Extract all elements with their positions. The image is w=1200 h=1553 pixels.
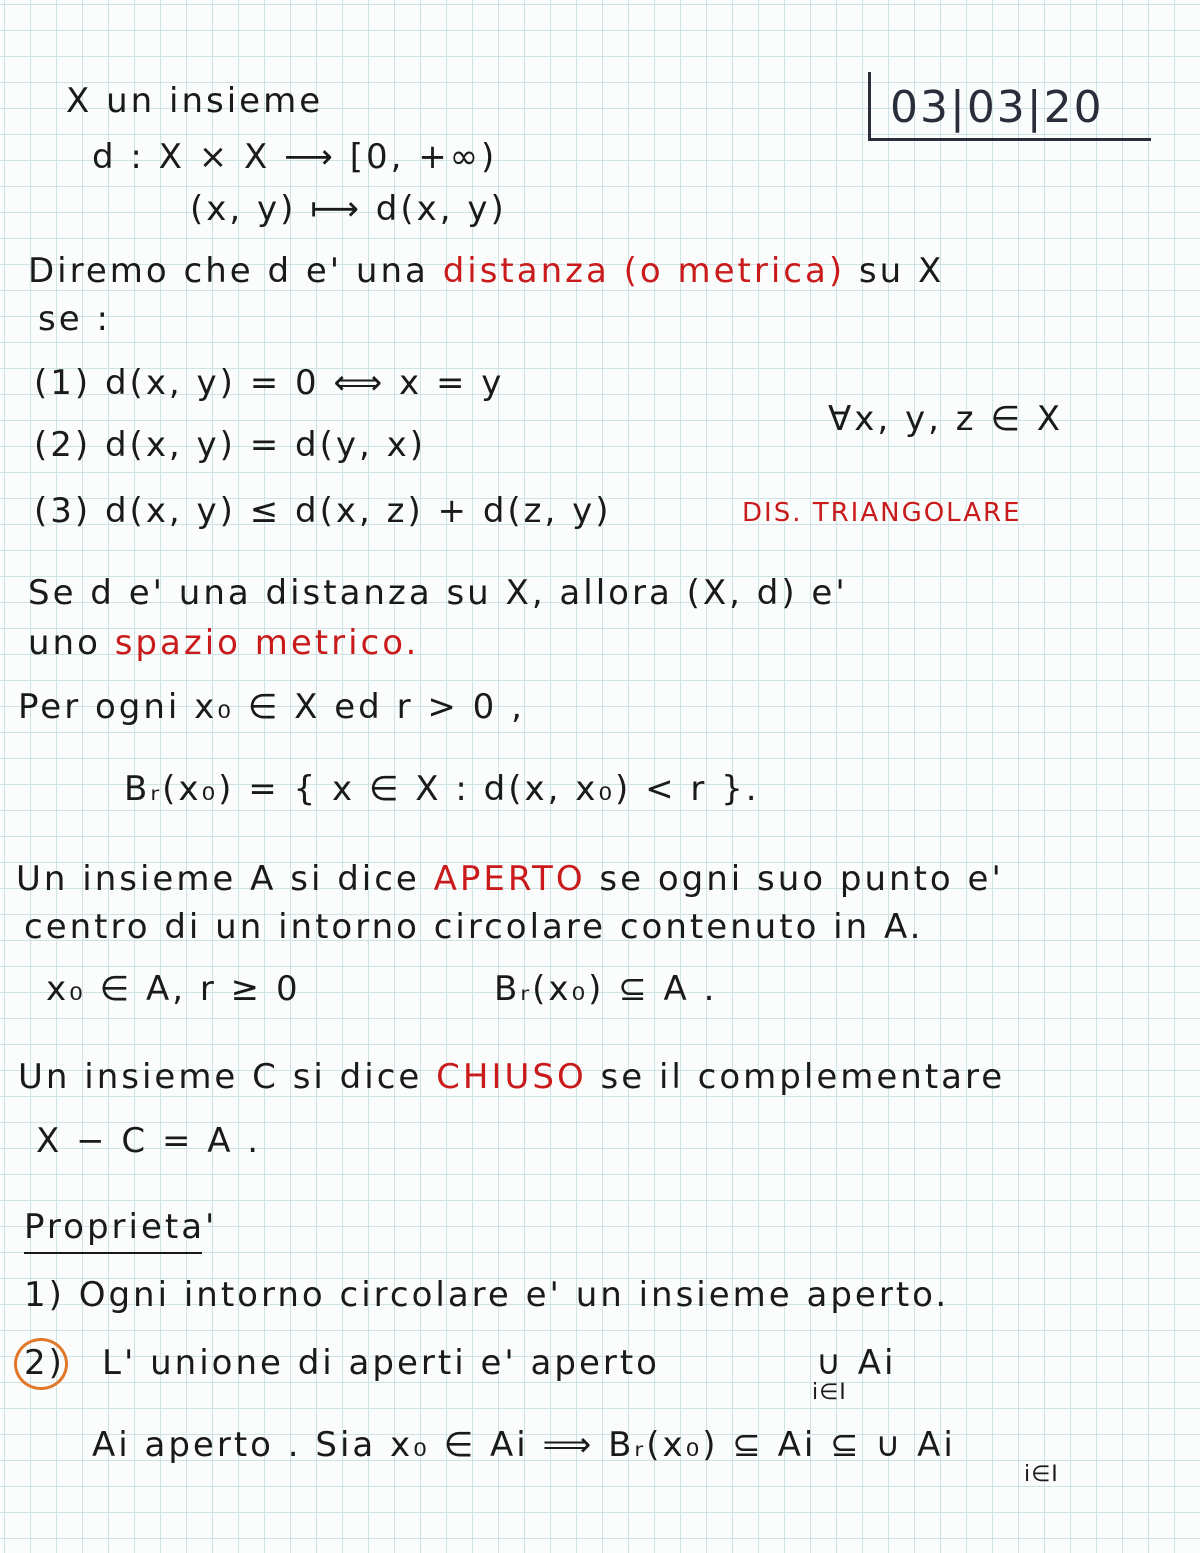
property-union: L' unione di aperti e' aperto <box>102 1343 660 1383</box>
line-open-def-2: centro di un intorno circolare contenuto in A. <box>24 907 924 947</box>
union-symbol: ∪ Ai <box>816 1343 897 1383</box>
closed-term: CHIUSO <box>436 1057 587 1097</box>
complement-equation: X − C = A . <box>36 1121 262 1161</box>
line-metric-space-term <box>28 623 420 663</box>
property-1: (1) d(x, y) = 0 ⟺ x = y <box>34 363 505 403</box>
line-closed-def <box>18 1057 1006 1097</box>
open-condition-left: x₀ ∈ A, r ≥ 0 <box>46 969 301 1009</box>
union-index: i∈I <box>812 1380 847 1405</box>
distance-term: distanza (o metrica) <box>442 251 846 291</box>
line-for-every: Per ogni x₀ ∈ X ed r > 0 , <box>18 687 525 727</box>
distance-on-set: su X <box>858 251 945 291</box>
open-term: APERTO <box>433 859 586 899</box>
date-label: 03|03|20 <box>890 82 1104 133</box>
property-2: (2) d(x, y) = d(y, x) <box>34 425 427 465</box>
open-condition-right: Bᵣ(x₀) ⊆ A . <box>494 969 718 1009</box>
property-2-number: 2) <box>24 1343 65 1383</box>
line-open-def <box>16 859 1004 899</box>
properties-underline <box>24 1252 202 1254</box>
proof-line: Ai aperto . Sia x₀ ∈ Ai ⟹ Bᵣ(x₀) ⊆ Ai ⊆ ∪ Ai <box>92 1425 956 1465</box>
ball-definition: Bᵣ(x₀) = { x ∈ X : d(x, x₀) < r }. <box>124 769 760 809</box>
quantifier: ∀x, y, z ∈ X <box>828 399 1064 439</box>
line-map-rule: (x, y) ⟼ d(x, y) <box>190 189 507 229</box>
metric-space-term: spazio metrico. <box>114 623 420 663</box>
properties-title: Proprieta' <box>24 1207 218 1247</box>
line-set-def: X un insieme <box>66 81 324 121</box>
property-open-ball: 1) Ogni intorno circolare e' un insieme aperto. <box>24 1275 950 1315</box>
proof-union-index: i∈I <box>1024 1462 1059 1487</box>
distance-intro-text: Diremo che d e' una <box>28 251 429 291</box>
property-3: (3) d(x, y) ≤ d(x, z) + d(z, y) <box>34 491 612 531</box>
line-metric-space: Se d e' una distanza su X, allora (X, d) e' <box>28 573 848 613</box>
line-se: se : <box>38 299 111 339</box>
closed-def-text: Un insieme C si dice <box>18 1057 423 1097</box>
line-distance-intro <box>28 251 945 291</box>
uno-text: uno <box>28 623 101 663</box>
triangle-inequality-label: DIS. TRIANGOLARE <box>742 498 1022 528</box>
open-def-text-2: se ogni suo punto e' <box>599 859 1004 899</box>
line-map-def: d : X × X ⟶ [0, +∞) <box>92 137 498 177</box>
open-def-text: Un insieme A si dice <box>16 859 420 899</box>
closed-def-text-2: se il complementare <box>600 1057 1006 1097</box>
